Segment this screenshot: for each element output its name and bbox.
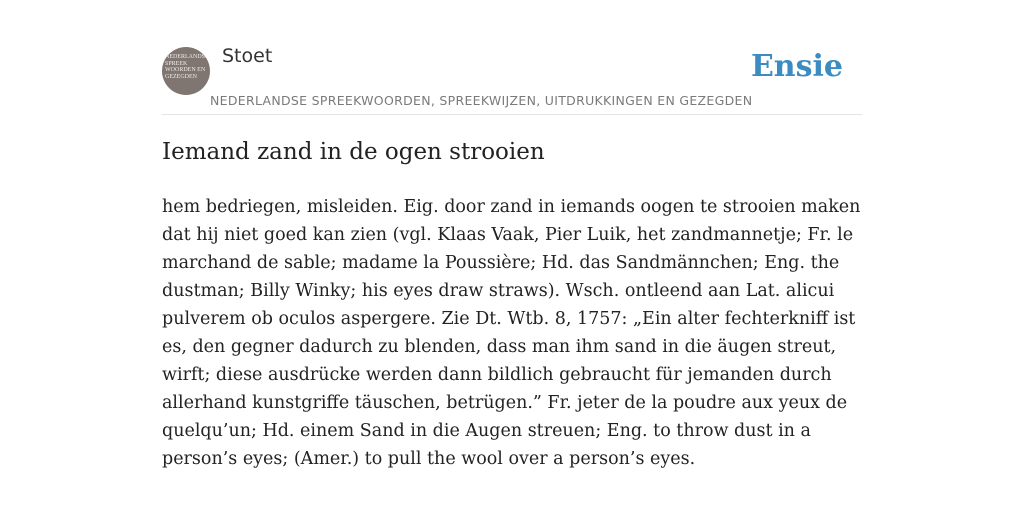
book-cover-avatar[interactable]	[162, 47, 210, 95]
source-subtitle-link[interactable]: NEDERLANDSE SPREEKWOORDEN, SPREEKWIJZEN, UITDRUKKINGEN EN GEZEGDEN	[210, 93, 753, 108]
header-divider	[162, 114, 862, 115]
entry-body: hem bedriegen, misleiden. Eig. door zand in iemands oogen te strooien maken dat hij niet goed kan zien (vgl. Klaas Vaak, Pier Luik, het zandmannetje; Fr. le marchand de sable; madame la Poussière; Hd. das Sandmännchen; Eng. the dustman; Billy Winky; his eyes draw straws). Wsch. ontleend aan Lat. alicui pulverem ob oculos aspergere. Zie Dt. Wtb. 8, 1757: „Ein alter fechterkniff ist es, den gegner dadurch zu blenden, dass man ihm sand in die äugen streut, wirft; diese ausdrücke werden dann bildlich gebraucht für jemanden durch allerhand kunstgriffe täuschen, betrügen.” Fr. jeter de la poudre aux yeux de quelqu’un; Hd. einem Sand in die Augen streuen; Eng. to throw dust in a person’s eyes; (Amer.) to pull the wool over a person’s eyes.	[162, 197, 861, 469]
entry-title: Iemand zand in de ogen strooien	[162, 139, 545, 165]
ensie-logo[interactable]: Ensie	[750, 49, 843, 84]
author-link[interactable]: Stoet	[222, 45, 273, 67]
book-cover-text: NEDERLANDSE SPREEK WOORDEN EN GEZEGDEN	[165, 54, 209, 80]
